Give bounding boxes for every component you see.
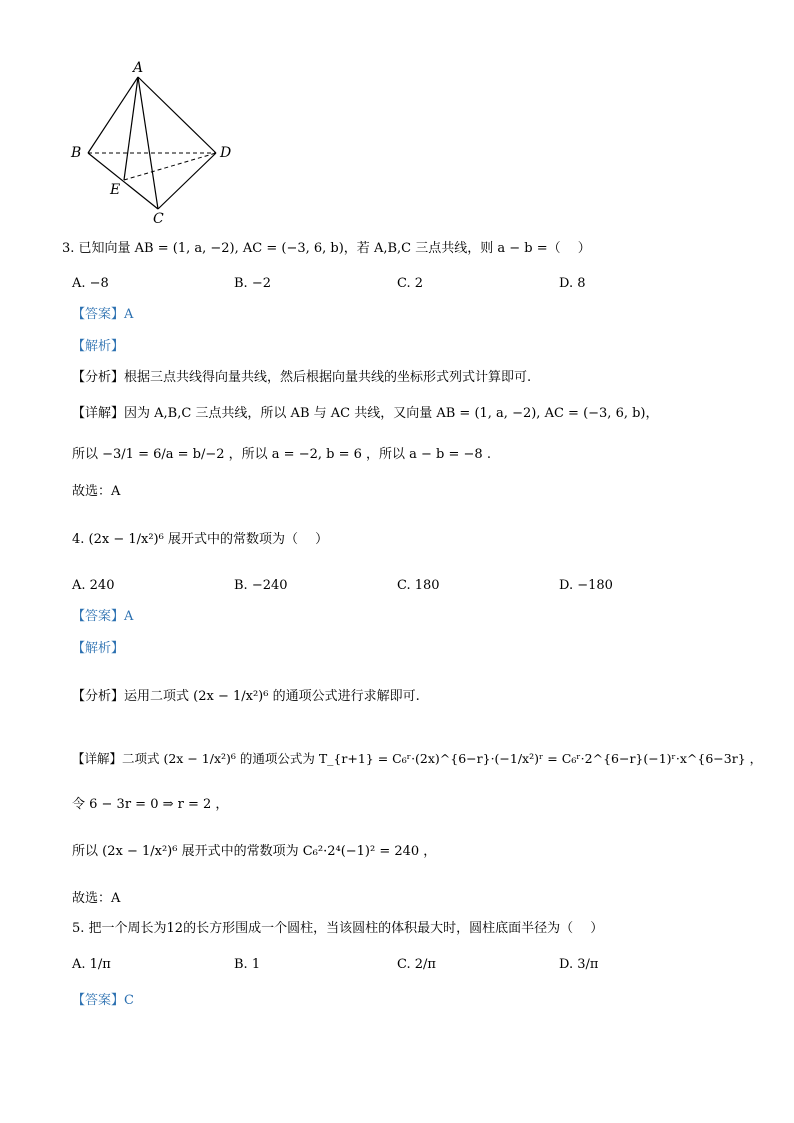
q4-analysis: 【分析】运用二项式 (2x − 1/x²)⁶ 的通项公式进行求解即可. bbox=[72, 689, 420, 704]
q3-analysis: 【分析】根据三点共线得向量共线，然后根据向量共线的坐标形式列式计算即可. bbox=[72, 370, 532, 385]
q4-detail: 【详解】二项式 (2x − 1/x²)⁶ 的通项公式为 T_{r+1} = C₆ʳ·(2x)^{6−r}·(−1/x²)ʳ = C₆ʳ·2^{6−r}(−1)ʳ·x^{6−3r} ， bbox=[72, 751, 763, 766]
label-c: C bbox=[153, 211, 164, 227]
q4-choose: 故选：A bbox=[72, 891, 121, 906]
q4-option-d: D. −180 bbox=[559, 578, 613, 593]
label-a: A bbox=[133, 60, 144, 76]
edge-bc bbox=[88, 153, 158, 209]
q3-choose: 故选：A bbox=[72, 484, 121, 499]
q4-option-b: B. −240 bbox=[234, 578, 288, 593]
q3-option-d: D. 8 bbox=[559, 276, 586, 291]
q3-option-a: A. −8 bbox=[72, 276, 109, 291]
edge-ac bbox=[138, 77, 158, 209]
label-d: D bbox=[220, 145, 232, 161]
q3-jiexi-label: 【解析】 bbox=[72, 339, 125, 354]
edge-ae bbox=[124, 77, 138, 180]
q5-option-a: A. 1/π bbox=[72, 957, 111, 972]
q4-jiexi-label: 【解析】 bbox=[72, 641, 125, 656]
q5-option-b: B. 1 bbox=[234, 957, 261, 972]
q5-answer: 【答案】C bbox=[72, 993, 134, 1008]
q3-answer: 【答案】A bbox=[72, 307, 134, 322]
q5-option-d: D. 3/π bbox=[559, 957, 599, 972]
q3-detail: 【详解】因为 A,B,C 三点共线，所以 AB 与 AC 共线，又向量 AB = (1, a, −2), AC = (−3, 6, b)， bbox=[72, 406, 659, 421]
q5-option-c: C. 2/π bbox=[397, 957, 436, 972]
q3-detail-line2: 所以 −3/1 = 6/a = b/−2 ，所以 a = −2, b = 6 ，所以 a − b = −8 . bbox=[72, 447, 491, 462]
q5-stem: 5. 把一个周长为12的长方形围成一个圆柱，当该圆柱的体积最大时，圆柱底面半径为（ ） bbox=[72, 921, 604, 936]
q3-stem: 3. 已知向量 AB = (1, a, −2), AC = (−3, 6, b)，若 A,B,C 三点共线，则 a − b =（ ） bbox=[62, 241, 591, 256]
label-b: B bbox=[71, 145, 82, 161]
q3-option-c: C. 2 bbox=[397, 276, 424, 291]
edge-ad bbox=[138, 77, 216, 153]
label-e: E bbox=[110, 182, 121, 198]
edge-ab bbox=[88, 77, 138, 153]
tetrahedron-figure bbox=[60, 55, 240, 235]
q4-option-c: C. 180 bbox=[397, 578, 440, 593]
q4-answer: 【答案】A bbox=[72, 609, 134, 624]
q4-so: 所以 (2x − 1/x²)⁶ 展开式中的常数项为 C₆²·2⁴(−1)² = 240 ， bbox=[72, 844, 437, 859]
q4-let: 令 6 − 3r = 0 ⇒ r = 2 ， bbox=[72, 797, 229, 812]
q4-option-a: A. 240 bbox=[72, 578, 115, 593]
q3-option-b: B. −2 bbox=[234, 276, 271, 291]
q4-stem: 4. (2x − 1/x²)⁶ 展开式中的常数项为（ ） bbox=[72, 532, 329, 547]
